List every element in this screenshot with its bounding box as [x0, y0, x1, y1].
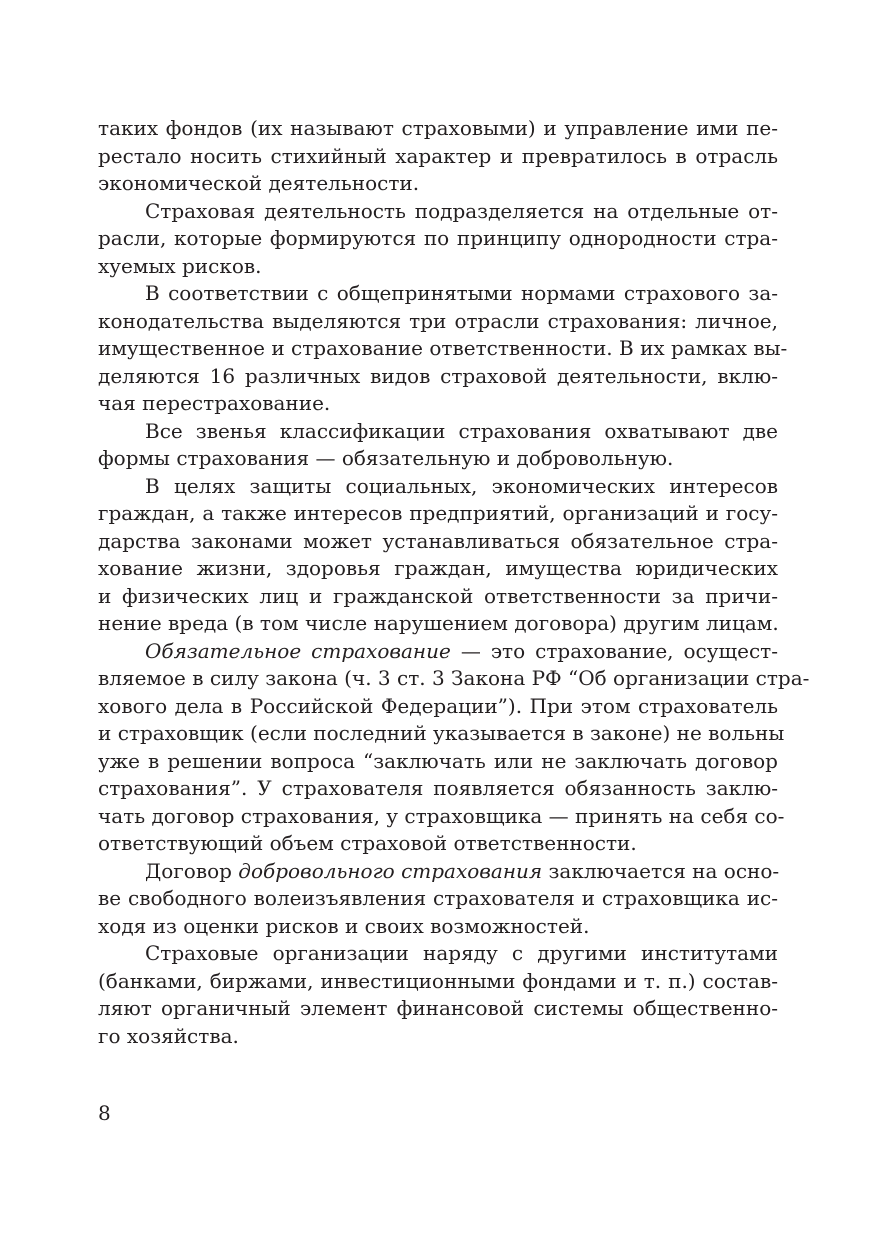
text-segment: деляются 16 различных видов страховой деятельности, вклю-	[98, 363, 778, 388]
text-line	[98, 665, 810, 693]
italic-term: добровольного страхования	[238, 858, 543, 883]
text-line	[98, 308, 778, 336]
text-line	[98, 225, 778, 253]
text-line	[98, 913, 778, 941]
text-segment: и страховщик (если последний указывается в законе) не вольны	[98, 721, 785, 745]
text-segment: дарства законами может устанавливаться обязательное стра-	[98, 528, 778, 553]
page-number: 8	[98, 1101, 111, 1125]
text-line	[98, 995, 778, 1023]
text-line	[98, 528, 778, 556]
text-line	[98, 253, 778, 281]
paragraph	[98, 280, 788, 418]
text-segment: хового дела в Российской Федерации”). При этом страхователь	[98, 693, 778, 718]
text-segment: Страховые организации наряду с другими институтами	[145, 941, 778, 965]
text-segment: формы страхования — обязательную и добровольную.	[98, 446, 674, 470]
text-line	[98, 473, 778, 501]
text-line	[98, 500, 778, 528]
text-line	[98, 445, 778, 473]
text-line	[98, 1023, 778, 1051]
text-segment: чать договор страхования, у страховщика — принять на себя со-	[98, 803, 785, 828]
text-line	[98, 940, 778, 968]
text-line	[98, 280, 778, 308]
text-segment: В целях защиты социальных, экономических интересов	[145, 473, 778, 498]
text-segment: страхования”. У страхователя появляется обязанность заклю-	[98, 776, 778, 800]
text-segment: ответствующий объем страховой ответственности.	[98, 831, 637, 855]
paragraph	[98, 858, 778, 941]
text-line	[98, 170, 778, 198]
paragraph	[98, 198, 778, 281]
text-segment: го хозяйства.	[98, 1023, 239, 1048]
text-segment: вляемое в силу закона (ч. 3 ст. 3 Закона РФ “Об организации стра-	[98, 666, 810, 690]
paragraph	[98, 115, 778, 198]
text-line	[98, 638, 778, 666]
text-segment: рестало носить стихийный характер и превратилось в отрасль	[98, 143, 778, 168]
text-segment: имущественное и страхование ответственности. В их рамках вы-	[98, 336, 788, 360]
text-segment: В соответствии с общепринятыми нормами страхового за-	[145, 281, 778, 305]
text-line	[98, 968, 778, 996]
text-segment: ве свободного волеизъявления страхователя и страховщика ис-	[98, 886, 778, 910]
text-segment: (банками, биржами, инвестиционными фондами и т. п.) состав-	[98, 968, 778, 993]
text-segment: конодательства выделяются три отрасли страхования: личное,	[98, 308, 778, 333]
text-segment: Договор	[145, 858, 239, 883]
text-line	[98, 390, 778, 418]
text-line	[98, 775, 778, 803]
paragraph	[98, 473, 778, 638]
text-line	[98, 115, 778, 143]
text-segment: таких фондов (их называют страховыми) и управление ими пе-	[98, 116, 778, 140]
body-text	[98, 115, 810, 1050]
text-line	[98, 885, 778, 913]
text-line	[98, 858, 778, 886]
text-segment: Страховая деятельность подразделяется на отдельные от-	[145, 198, 778, 223]
text-line	[98, 335, 788, 363]
text-line	[98, 198, 778, 226]
text-segment: ляют органичный элемент финансовой системы общественно-	[98, 996, 778, 1020]
italic-term: Обязательное страхование	[145, 638, 451, 663]
text-line	[98, 803, 785, 831]
text-line	[98, 143, 778, 171]
text-segment: заключается на осно-	[542, 858, 780, 883]
text-segment: — это страхование, осущест-	[450, 638, 778, 663]
text-line	[98, 418, 778, 446]
text-segment: хование жизни, здоровья граждан, имущества юридических	[98, 556, 778, 580]
text-line	[98, 720, 785, 748]
text-line	[98, 830, 778, 858]
text-segment: и физических лиц и гражданской ответственности за причи-	[98, 583, 778, 608]
text-segment: уже в решении вопроса “заключать или не заключать договор	[98, 748, 778, 773]
text-segment: экономической деятельности.	[98, 171, 420, 195]
paragraph	[98, 638, 810, 858]
paragraph	[98, 940, 778, 1050]
text-segment: граждан, а также интересов предприятий, организаций и госу-	[98, 501, 778, 525]
text-line	[98, 693, 778, 721]
text-segment: расли, которые формируются по принципу однородности стра-	[98, 226, 778, 250]
text-line	[98, 610, 778, 638]
text-line	[98, 748, 778, 776]
paragraph	[98, 418, 778, 473]
text-line	[98, 363, 778, 391]
text-segment: нение вреда (в том числе нарушением договора) другим лицам.	[98, 611, 779, 635]
text-line	[98, 555, 778, 583]
text-segment: хуемых рисков.	[98, 253, 262, 278]
text-segment: Все звенья классификации страхования охватывают две	[145, 418, 778, 443]
text-segment: чая перестрахование.	[98, 391, 331, 415]
text-segment: ходя из оценки рисков и своих возможностей.	[98, 913, 590, 938]
text-line	[98, 583, 778, 611]
